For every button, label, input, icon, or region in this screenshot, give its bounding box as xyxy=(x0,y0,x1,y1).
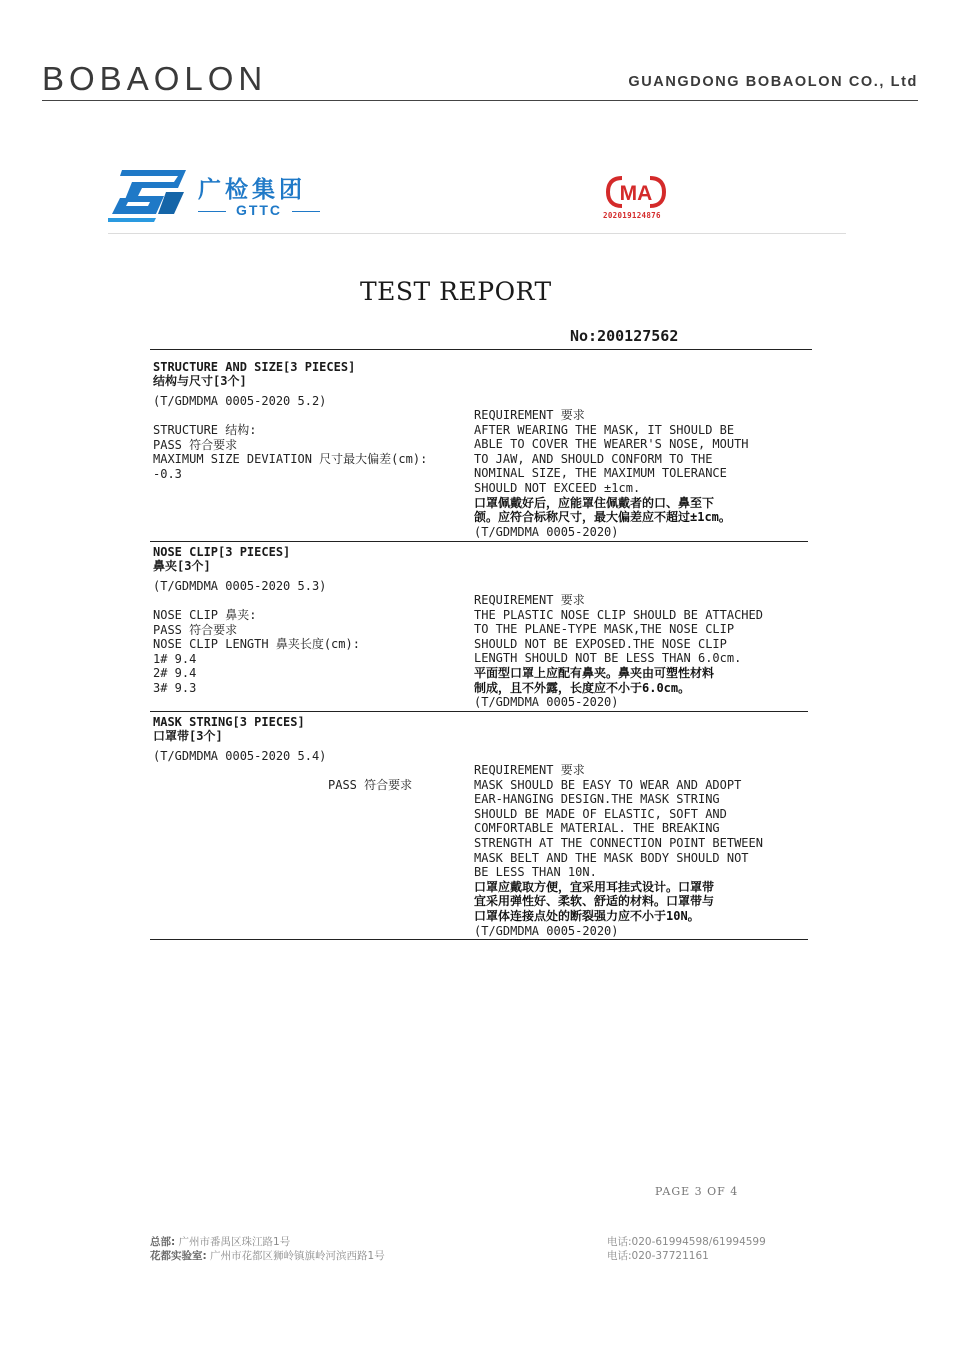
result-line: 3# 9.3 xyxy=(153,681,197,695)
section-standard: (T/GDMDMA 0005-2020 5.2) xyxy=(153,394,327,408)
requirement-text: MASK SHOULD BE EASY TO WEAR AND ADOPT xyxy=(474,777,742,792)
result-line: MAXIMUM SIZE DEVIATION 尺寸最大偏差(cm): xyxy=(153,452,428,467)
requirement-label: REQUIREMENT 要求 xyxy=(474,593,585,607)
requirement-text: EAR-HANGING DESIGN.THE MASK STRING xyxy=(474,792,720,807)
result-line: PASS 符合要求 xyxy=(153,437,238,452)
requirement-text: MASK BELT AND THE MASK BODY SHOULD NOT xyxy=(474,850,749,865)
gttc-logo-cn: 广检集团 xyxy=(198,177,306,203)
requirement-text: AFTER WEARING THE MASK, IT SHOULD BE xyxy=(474,422,735,437)
footer-hq-address: 广州市番禺区珠江路1号 xyxy=(178,1236,291,1248)
svg-text:MA: MA xyxy=(619,182,653,205)
section-divider xyxy=(150,541,808,542)
requirement-text-cn: 宜采用弹性好、柔软、舒适的材料。口罩带与 xyxy=(474,894,715,909)
requirement-text: TO THE PLANE-TYPE MASK,THE NOSE CLIP xyxy=(474,622,735,637)
company-name: GUANGDONG BOBAOLON CO., Ltd xyxy=(628,74,918,90)
requirement-standard: (T/GDMDMA 0005-2020) xyxy=(474,923,619,938)
requirement-text: NOMINAL SIZE, THE MAXIMUM TOLERANCE xyxy=(474,466,727,481)
footer-lab-address: 广州市花都区狮岭镇旗岭河滨西路1号 xyxy=(210,1250,385,1262)
table-top-rule xyxy=(150,349,812,350)
section-title-cn: 口罩带[3个] xyxy=(153,729,223,743)
header-divider xyxy=(42,100,918,101)
requirement-text: SHOULD NOT BE EXPOSED.THE NOSE CLIP xyxy=(474,636,727,651)
cma-seal-icon xyxy=(606,176,666,208)
section-standard: (T/GDMDMA 0005-2020 5.3) xyxy=(153,579,327,593)
requirement-text: ABLE TO COVER THE WEARER'S NOSE, MOUTH xyxy=(474,437,749,452)
requirement-text: SHOULD NOT EXCEED ±1cm. xyxy=(474,481,641,495)
result-line: NOSE CLIP LENGTH 鼻夹长度(cm): xyxy=(153,637,360,652)
footer-phone-lab: 电话:020-37721161 xyxy=(607,1250,709,1262)
result-line: 1# 9.4 xyxy=(153,651,197,666)
result-line: PASS 符合要求 xyxy=(328,778,413,792)
requirement-label: REQUIREMENT 要求 xyxy=(474,408,585,422)
requirement-text-cn: 口罩体连接点处的断裂强力应不小于10N。 xyxy=(474,909,700,923)
logo-divider xyxy=(108,233,846,234)
requirement-text: STRENGTH AT THE CONNECTION POINT BETWEEN xyxy=(474,836,763,850)
requirement-text: LENGTH SHOULD NOT BE LESS THAN 6.0cm. xyxy=(474,651,742,666)
table-bottom-rule xyxy=(150,939,808,940)
cma-number: 202019124876 xyxy=(603,211,661,220)
brand-logo-text: BOBAOLON xyxy=(42,60,268,97)
requirement-text: TO JAW, AND SHOULD CONFORM TO THE xyxy=(474,451,713,466)
requirement-standard: (T/GDMDMA 0005-2020) xyxy=(474,695,619,710)
section-title-en: NOSE CLIP[3 PIECES] xyxy=(153,545,291,559)
gttc-logo-en: GTTC xyxy=(198,202,320,218)
requirement-text: BE LESS THAN 10N. xyxy=(474,865,597,880)
section-divider xyxy=(150,711,808,712)
section-title-en: MASK STRING[3 PIECES] xyxy=(153,715,305,729)
requirement-text-cn: 口罩应戴取方便，宜采用耳挂式设计。口罩带 xyxy=(474,879,715,894)
requirement-text-cn: 平面型口罩上应配有鼻夹。鼻夹由可塑性材料 xyxy=(474,666,715,680)
footer-lab xyxy=(150,1249,385,1264)
section-standard: (T/GDMDMA 0005-2020 5.4) xyxy=(153,749,327,763)
requirement-text-cn: 颌。应符合标称尺寸，最大偏差应不超过±1cm。 xyxy=(474,510,731,525)
requirement-label: REQUIREMENT 要求 xyxy=(474,763,585,777)
footer-hq xyxy=(150,1235,290,1250)
section-title-cn: 鼻夹[3个] xyxy=(153,559,211,573)
requirement-text: THE PLASTIC NOSE CLIP SHOULD BE ATTACHED xyxy=(474,607,763,622)
report-title: TEST REPORT xyxy=(360,277,552,306)
requirement-standard: (T/GDMDMA 0005-2020) xyxy=(474,524,619,539)
requirement-text-cn: 制成，且不外露，长度应不小于6.0cm。 xyxy=(474,680,691,695)
result-line: PASS 符合要求 xyxy=(153,622,238,637)
page-number: PAGE 3 OF 4 xyxy=(655,1185,739,1198)
footer-hq-label: 总部: xyxy=(150,1236,176,1248)
footer-lab-label: 花都实验室: xyxy=(150,1250,207,1262)
gttc-logo-icon xyxy=(108,168,188,222)
result-line: NOSE CLIP 鼻夹: xyxy=(153,608,257,622)
requirement-text: SHOULD BE MADE OF ELASTIC, SOFT AND xyxy=(474,806,727,821)
requirement-text-cn: 口罩佩戴好后，应能罩住佩戴者的口、鼻至下 xyxy=(474,495,715,510)
footer-phone-hq: 电话:020-61994598/61994599 xyxy=(607,1236,766,1248)
result-line: 2# 9.4 xyxy=(153,666,197,681)
section-title-en: STRUCTURE AND SIZE[3 PIECES] xyxy=(153,360,356,374)
requirement-text: COMFORTABLE MATERIAL. THE BREAKING xyxy=(474,821,720,836)
result-line: STRUCTURE 结构: xyxy=(153,423,257,437)
section-title-cn: 结构与尺寸[3个] xyxy=(153,374,247,388)
report-number: No:200127562 xyxy=(570,327,679,345)
result-line: -0.3 xyxy=(153,466,182,481)
